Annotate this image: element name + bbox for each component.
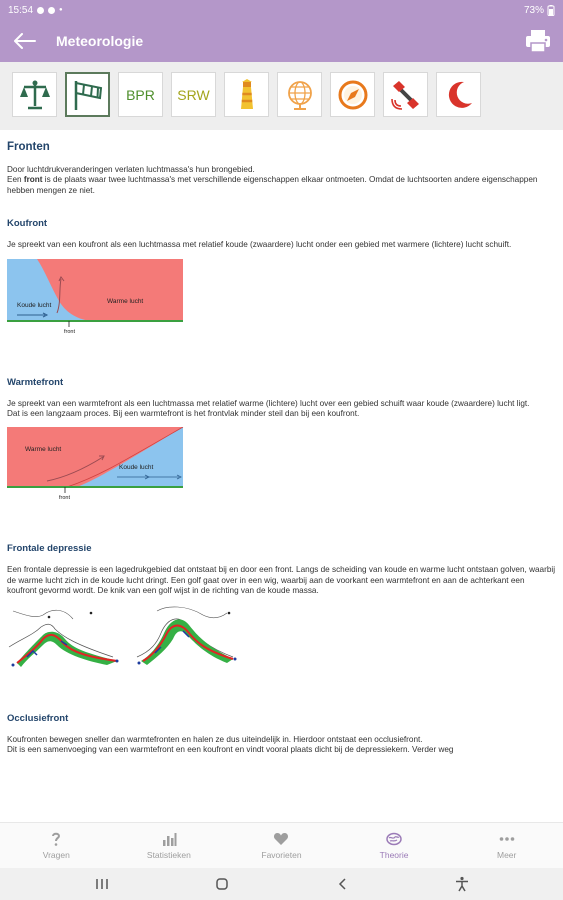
koufront-heading: Koufront bbox=[7, 218, 48, 230]
satellite-icon bbox=[389, 78, 423, 112]
front-label: front bbox=[59, 495, 71, 502]
category-globe[interactable] bbox=[277, 72, 322, 117]
home-icon bbox=[215, 877, 229, 891]
compass-icon bbox=[336, 78, 370, 112]
status-bar bbox=[0, 0, 563, 20]
home-button[interactable] bbox=[212, 874, 232, 894]
category-moon[interactable] bbox=[436, 72, 481, 117]
koufront-text: Je spreekt van een koufront als een luchtmassa met relatief koude (zwaardere) lucht onder een gebied met warmere (lichtere) lucht schuift. bbox=[7, 240, 512, 250]
category-scales[interactable] bbox=[12, 72, 57, 117]
question-icon bbox=[48, 831, 64, 847]
cold-air-label: Koude lucht bbox=[17, 301, 52, 309]
depressie-heading: Frontale depressie bbox=[7, 543, 92, 555]
nav-label: Vragen bbox=[42, 850, 70, 860]
recent-apps-button[interactable] bbox=[92, 874, 112, 894]
system-navigation-bar bbox=[0, 868, 563, 900]
more-icon bbox=[499, 831, 515, 847]
depressie-diagram bbox=[7, 605, 247, 675]
page-title: Meteorologie bbox=[56, 33, 144, 49]
accessibility-icon bbox=[455, 876, 469, 892]
depressie-text: Een frontale depressie is een lagedrukgebied dat ontstaat bij en door een front. Langs de scheiding van koude en warme lucht ontstaan golven, waarbij de warme lucht zich in de koude lucht dringt. Een golf gaat over in een wig, waarbij aan de voorkant een warmtefront en aan de achterkant een koufront gevormd wordt. De knik van een golf wijst in de richting van de koude massa. bbox=[7, 565, 556, 596]
notification-dot-icon: ● bbox=[59, 7, 63, 13]
nav-label: Meer bbox=[496, 850, 517, 860]
category-label: BPR bbox=[126, 86, 155, 103]
nav-meer[interactable] bbox=[450, 823, 563, 868]
nav-favorieten[interactable] bbox=[225, 823, 338, 868]
occlusie-text-2: Dit is een samenvoeging van een warmtefront en een koufront en vindt vooral plaats dicht bij de depressiekern. Verder weg bbox=[7, 745, 454, 755]
moon-icon bbox=[442, 78, 476, 112]
koufront-diagram bbox=[7, 259, 185, 339]
nav-vragen[interactable] bbox=[0, 823, 113, 868]
category-bpr[interactable] bbox=[118, 72, 163, 117]
nav-statistieken[interactable] bbox=[113, 823, 226, 868]
app-bar bbox=[0, 20, 563, 62]
warmtefront-text-2: Dat is een langzaam proces. Bij een warmtefront is het frontvlak minder steil dan bij een koufront. bbox=[7, 409, 360, 419]
category-compass[interactable] bbox=[330, 72, 375, 117]
battery-text: 73% bbox=[523, 4, 544, 16]
scales-icon bbox=[18, 78, 52, 112]
bottom-navigation bbox=[0, 822, 563, 868]
arrow-left-icon bbox=[14, 33, 36, 49]
nav-theorie[interactable] bbox=[338, 823, 451, 868]
warm-air-label: Warme lucht bbox=[25, 446, 62, 454]
section-title: Fronten bbox=[7, 141, 50, 153]
category-srw[interactable] bbox=[171, 72, 216, 117]
warmtefront-heading: Warmtefront bbox=[7, 376, 64, 388]
globe-icon bbox=[283, 78, 317, 112]
back-nav-button[interactable] bbox=[332, 874, 352, 894]
intro-text-front: Een front is de plaats waar twee luchtmassa's met verschillende eigenschappen elkaar ontmoeten. Omdat de luchtsoorten andere eigenschappen hebben mengen ze niet. bbox=[7, 175, 538, 195]
back-button[interactable] bbox=[0, 20, 50, 62]
status-time: 15:54 bbox=[8, 4, 34, 16]
warm-air-label: Warme lucht bbox=[107, 297, 144, 305]
print-button[interactable] bbox=[525, 29, 551, 53]
bar-chart-icon bbox=[161, 831, 177, 847]
notification-icon bbox=[48, 7, 55, 14]
accessibility-button[interactable] bbox=[452, 874, 472, 894]
theory-content bbox=[0, 130, 563, 822]
recent-apps-icon bbox=[95, 878, 109, 890]
nav-label: Favorieten bbox=[261, 850, 302, 860]
category-label: SRW bbox=[177, 86, 210, 103]
windsock-icon bbox=[71, 78, 105, 112]
cold-air-label: Koude lucht bbox=[119, 464, 154, 472]
notification-icon bbox=[37, 7, 44, 14]
occlusie-text: Koufronten bewegen sneller dan warmtefronten en halen ze dus uiteindelijk in. Hierdoor ontstaat een occlusiefront. bbox=[7, 734, 423, 744]
brain-icon bbox=[386, 831, 402, 847]
category-windsock[interactable] bbox=[65, 72, 110, 117]
category-satellite[interactable] bbox=[383, 72, 428, 117]
battery-icon bbox=[547, 5, 555, 16]
warmtefront-text: Je spreekt van een warmtefront als een luchtmassa met relatief warme (lichtere) lucht over een gebied schuift waar koude (zwaardere) lucht ligt. bbox=[7, 398, 530, 408]
nav-label: Theorie bbox=[379, 850, 409, 860]
warmtefront-diagram bbox=[7, 427, 185, 505]
front-label: front bbox=[64, 328, 76, 335]
heart-icon bbox=[273, 831, 289, 847]
intro-text: Door luchtdrukveranderingen verlaten luchtmassa's hun brongebied. bbox=[7, 165, 255, 174]
chevron-left-icon bbox=[337, 877, 347, 891]
nav-label: Statistieken bbox=[146, 850, 191, 860]
occlusie-heading: Occlusiefront bbox=[7, 712, 69, 724]
printer-icon bbox=[525, 29, 551, 53]
category-lighthouse[interactable] bbox=[224, 72, 269, 117]
lighthouse-icon bbox=[230, 78, 264, 112]
category-bar bbox=[0, 62, 563, 130]
